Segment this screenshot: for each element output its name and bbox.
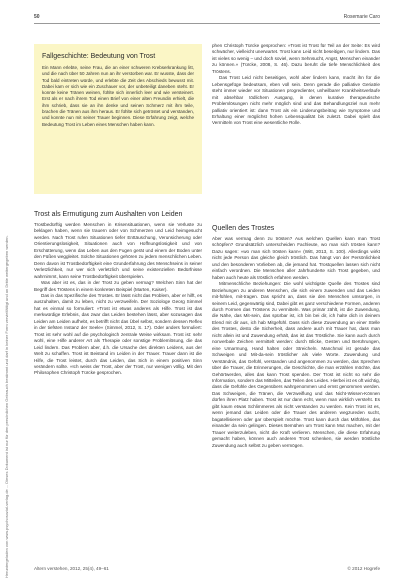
page-footer <box>34 566 380 576</box>
side-margin-strip <box>4 0 10 585</box>
paragraph: Was aber ist es, das in der Trost zu geben vermag? Welchen Sinn hat der Begriff des Tröstens in einem konkreten Beispiel (Marten, Kaiser). <box>34 280 202 292</box>
copyright-notice: © 2012 Hogrefe <box>347 566 380 571</box>
paragraph: Das Trost Leid nicht beseitigen, wohl aber lindern kann, macht ihn für die Lebensgefüge bedeutsam, eben voll sein. Denn gerade die palliative Geriatrie steht immer wieder vor Situationen progredienter, unheilbarer Krankheitsverläufe mit absehbar tödlichem Ausgang, in denen kurative therapeutische Problemlösungen nicht mehr möglich sind und das Behandlungsziel nun mehr palliativ orientiert ist: dann Trost als ein Linderungsbeitrag wie Symptome und Erhaltung einer möglichst hohen Lebensqualität bis zuletzt. Dabei spielt das Vermitteln von Trost eine wesentliche Rolle. <box>212 75 380 126</box>
section-title-ermutigung: Trost als Ermutigung zum Aushalten von Leiden <box>34 211 183 218</box>
paragraph: phen Christoph Türcke gesprochen: »Trost ist Trost für Teil an der Seite: Es wird schwächer, vielleicht unerwartet. Trost kann Leid nicht beseitigen, nur lindern. Das ist vieles so wenig – und doch soviel, wenn Sehnsucht, Angst, Menschen einander zu können.« (Türcke, 2008, S. 46). Dazu beruht die tiefe Menschlichkeit des Tröstens. <box>212 43 380 74</box>
right-column-intro <box>212 43 380 127</box>
section-trost-ermutigung <box>34 210 202 377</box>
page-number: 50 <box>34 14 40 20</box>
running-author: Rosemarie Caro <box>343 14 380 20</box>
paragraph: Trostbedürftig werden Menschen in Krisensituationen, wenn sie Verluste zu beklagen haben, wenn sie trauern oder von Schmerzen und Leid heimgesucht werden. Nach Trost rufen Situationen tiefer Enttäuschung, Verunsicherung oder Orientierungslosigkeit, Situationen auch von Hoffnungslosigkeit und von Erschütterung, wenn das Leben aus den Fugen gerät und einem der Boden unter den Füßen weggleitet. Solche Situationen gehören zu jedem menschlichen Leben. Denn davon ist Trostbedürftigkeit eine Grunderfahrung des Menschseins in seiner Verletzlichkeit, nur wer sich verletzlich und seine existenziellen Bedürfnisse wahrnimmt, kann seine Trostbedürftigkeit überspielen. <box>34 222 202 279</box>
case-study-text: Ein Mann erlebte, seine Frau, die an einer schweren Krebserkrankung litt, und die nach über 50 Jahren nun an ihr verstorben war. Er wusste, dass der Tod bald eintreten würde, und erlebte die Zeit des Abschieds bewusst mit. Dabei kam er sich wie ein Zuschauer vor, der unbeteiligt daneben steht. Er konnte keine Tränen weinen, fühlte sich innerlich leer und wie versteinert. Erst als er nach ihrem Tod einen Brief von einer alten Freundin erhielt, die ihm schrieb, dass sie an ihn denke und seinen Schmerz mit ihm teile, brachen die Tränen aus ihm heraus. Er fühlte sich getröstet und verstanden, und konnte nun mit seiner Trauer beginnen. Diese Erfahrung zeigt, welche Bedeutung Trost im Leben eines Menschen haben kann. <box>42 65 194 127</box>
header-rule <box>34 23 380 24</box>
side-margin-text: Heruntergeladen von www.psychosozial-verlag.de ... Dieses Dokument ist nur für den persönlichen Gebrauch bestimmt und darf in keiner Form vervielfältigt und an Dritte weitergegeben werden. <box>4 235 9 578</box>
paragraph: Das in das Spezifische des Trostes. Er lässt nicht das Problem, aber er hilft, es auszuhalten, damit zu leben, nicht zu verzweifeln. Der Soziologe Georg Simmel hat es einmal so formuliert: »Trost ist etwas anderes als Hilfe. Trost ist das merkwürdige Erlebnis, das zwar das Leiden bestehen lässt, aber sozusagen das Leiden am Leiden aufhebt, es betrifft nicht das Übel selbst, sondern dessen Reflex in der tiefsten Instanz der Seele« (Simmel, 2012, S. 17). Oder anders formuliert: Trost ist sehr wohl auf die psychologisch zentrale Weise wirksam. Trost ist: sehr wohl, eine Hilfe anderer Art als Therapie oder sonstige Problemlösung, die das Leid lindern. Das Problem aber, d.h. die Ursache des direkten Leidens, aus der Welt zu schaffen. Trost ist Beistand im Leiden in der Trauer. Trauer dann ist die Hilfe, die Trost leistet, durch das Leiden, das Sich in einem positiven Sinn verändern sollte. »Ich weiss der Trost, aber der Trost, nur wenigen völlig. Mit den Philosophen Christoph Türcke gesprochen. <box>34 292 202 376</box>
journal-citation: Altern verstehen, 2012, 25(4), 49–61 <box>34 566 109 571</box>
section-title-quellen: Quellen des Trostes <box>212 225 275 232</box>
case-study-title: Fallgeschichte: Bedeutung von Trost <box>42 53 156 60</box>
paragraph: Mitmenschliche Beziehungen: Die wohl wichtigste Quelle des Trostes sind Beziehungen zu anderen Menschen, die sich einem zuwenden und das Leiden mit-fühlen, mit-tragen. Das spricht an, dass sie den Menschen umsorgen, in seinem Leid, gegenwärtig sind, Dabei gibt es ganz verschiedene Formen, anderen durch Formen das Tröstens zu vermitteln. Was primär zählt, ist die Zuwendung, die Nähe, das Mit-sein, das spürbar ist, ich bin bei dir, ich halte dich in deinem Elend mit dir aus, ich hab Mitgefühl. Dass sich diese Zuwendung an einer Stelle des Trostes, desto die Sicherheit, dass andere auch mit Trauer hat, dass man nicht allein ist und Zuwendung erhält, das ist das Tröstliche. Sie kann auch durch nonverbale Zeichen vermittelt werden: durch Blicke, Gesten und Berührungen, eine Umarmung, Hand halten oder Streicheln. Manchmal ist gerade das Schweigen und Mit-da-sein tröstlicher als viele Worte. Zuwendung und Verständnis, das Gefühl, verstanden und angenommen zu werden, das Sprechen über die Trauer, die Erinnerungen, die Geschichte, die man erzählen möchte, das Gehörtwerden, alles das kann Trost spenden. Der Trost ist nicht so sehr die Information, sondern das Mitteilen, das Teilen des Leides. Hierbei ist es oft wichtig, dass die Gefühle des Gegenübers wahrgenommen und ernst genommen werden. Das Schweigen, die Tränen, die Verzweiflung und das Nicht-Wissen-Können dürfen ihren Platz haben. Trost ist nur dann echt, wenn man wirklich versteht. Es gibt kaum etwas Schlimmeres als nicht verstanden zu werden. Kein Trost ist es, wenn jemand das Leiden oder die Trauer des anderen wegzureden sucht, bagatellisieren oder gar überspielt möchte. Trost kann durch das Mitfühlen, das einander da sein gelingen. Dieses Bemühen um Trost kann Mut machen, mit der Trauer weiterzuleben, nicht die Kraft verlieren. Menschen, die diese Erfahrung gemacht haben, können auch anderen Trost schenken, sie werden tröstliche Zuwendung auch selbst zu geben vermögen. <box>212 281 380 448</box>
section-quellen-des-trostes <box>212 224 380 449</box>
paragraph: Aber was vermag denn zu trösten? Aus welchen Quellen kann man Trost schöpfen? Grundsätzlich unterscheiden Fachleute, wo man sich trösten kann? Dazu sagen: »wo man sich trösten kann« (Witt, 2013, S. 100). Allerdings wirkt nicht jede Person das gleiche gleich tröstlich. Das hängt von der Persönlichkeit und den besonderen Vorlieben ab, die jemand hat. Trostquellen lassen sich nicht einfach verordnen. Die Menschen aller Jahrhunderte sich Trost gegeben, und haben auch heute als tröstlich erfahren werden. <box>212 236 380 280</box>
case-study-box <box>34 44 202 194</box>
